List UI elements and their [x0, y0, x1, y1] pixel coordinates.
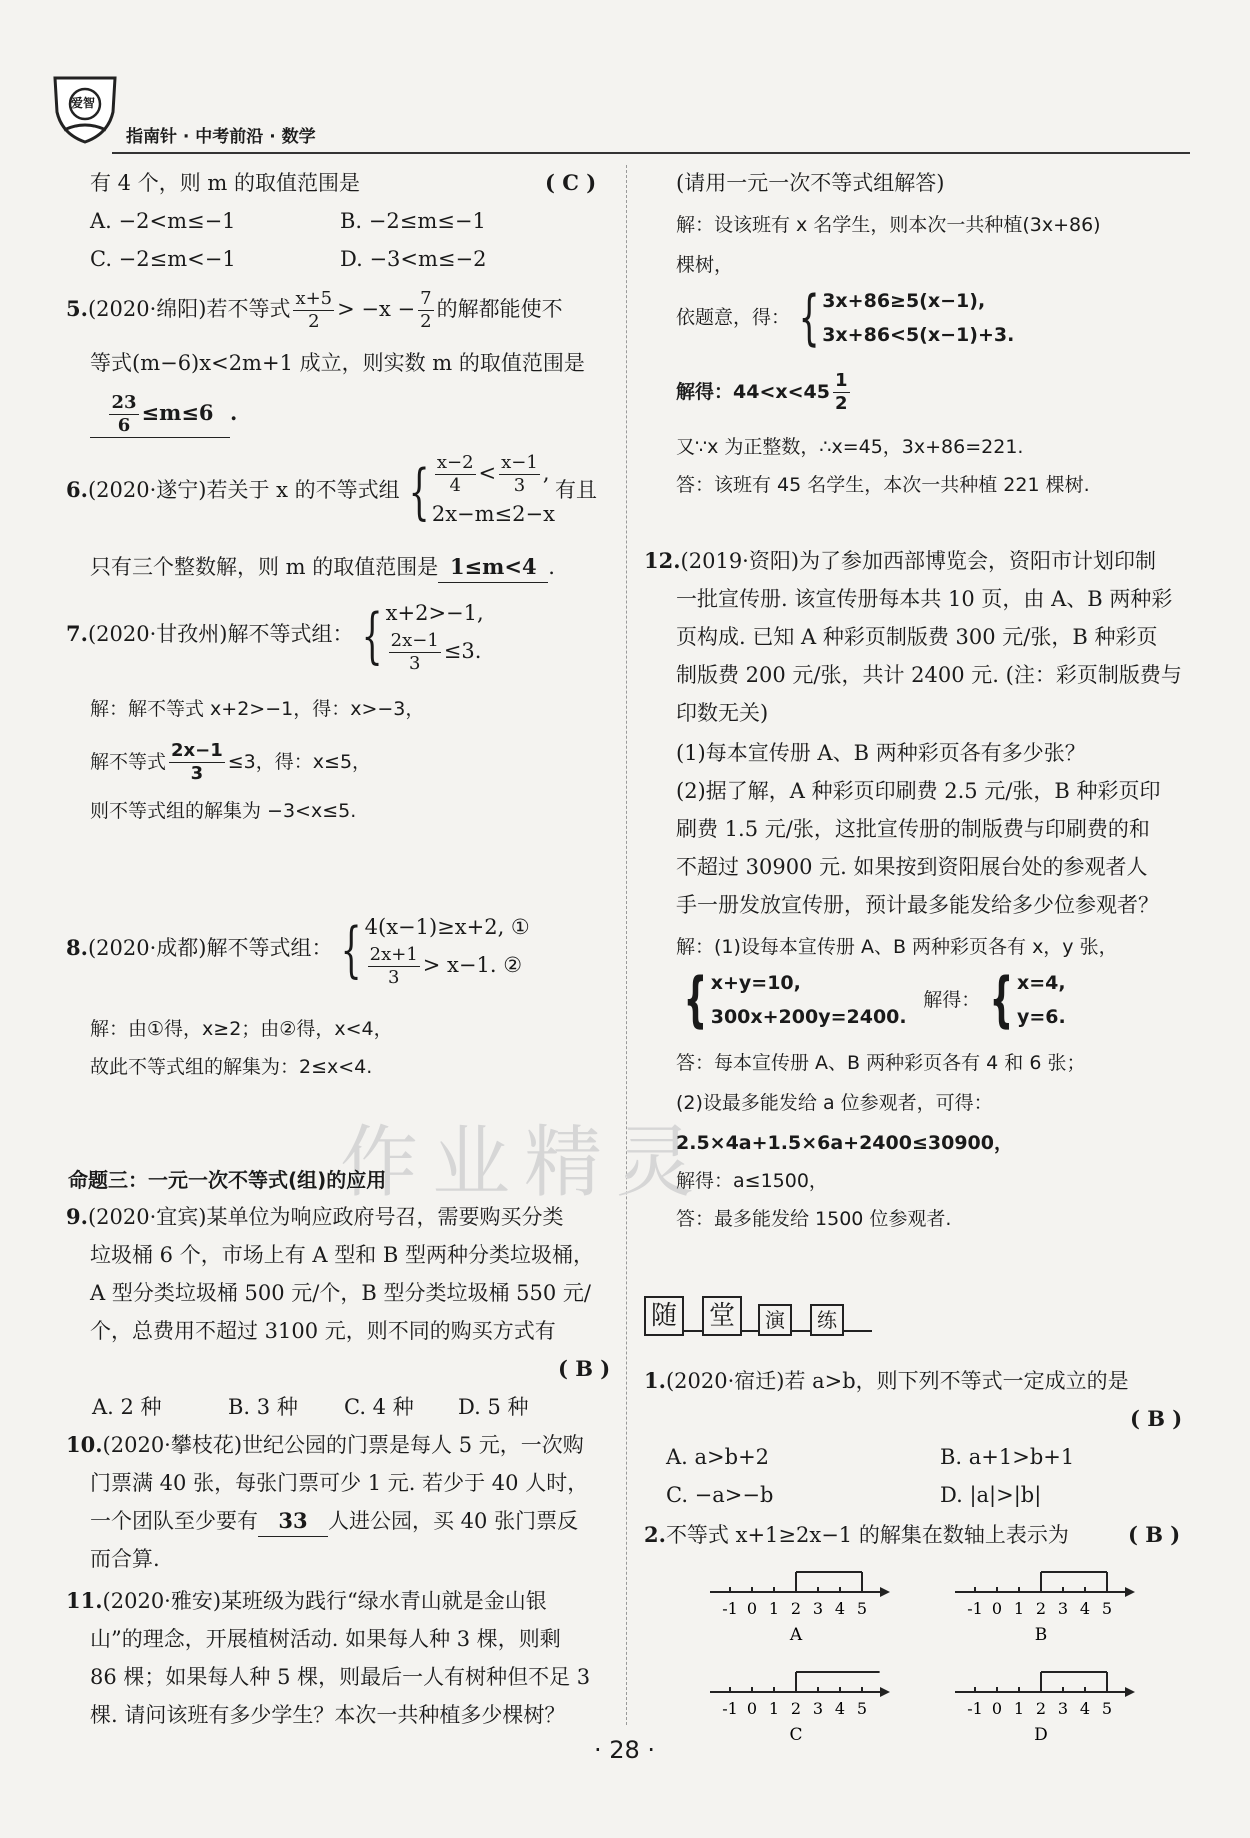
q12-part2-d: 手一册发放宣传册，预计最多能发给多少位参观者？ — [676, 893, 1159, 917]
q5-answer: $\frac{23}{6}$ ≤m≤6 . — [90, 392, 237, 438]
logo-text: 爱智 — [71, 96, 96, 110]
section-3-title: 命题三：一元一次不等式(组)的应用 — [68, 1168, 387, 1192]
tick-label: 5 — [856, 1699, 868, 1718]
q9-option-d: D. 5 种 — [458, 1395, 529, 1419]
option-label: A — [789, 1625, 803, 1645]
q11-solution-note: (请用一元一次不等式组解答) — [676, 171, 945, 195]
p2-line1: 2.不等式 x+1≥2x−1 的解集在数轴上表示为 — [644, 1522, 1069, 1547]
q11-solution-2: 棵树， — [676, 254, 734, 276]
tick-label: -1 — [722, 1599, 738, 1618]
practice-char-2: 堂 — [702, 1296, 742, 1336]
q10-answer: 33 — [258, 1506, 328, 1537]
q12-line2: 一批宣传册. 该宣传册每本共 10 页，由 A、B 两种彩 — [676, 587, 1173, 611]
q9-line2: 垃圾桶 6 个，市场上有 A 型和 B 型两种分类垃圾桶， — [90, 1243, 595, 1267]
tick-label: 2 — [790, 1699, 802, 1718]
q11-line2: 山”的理念，开展植树活动. 如果每人种 3 棵，则剩 — [90, 1627, 561, 1651]
option-label: B — [1034, 1625, 1048, 1645]
tick-label: 1 — [1013, 1599, 1025, 1618]
axis-arrow-icon — [1125, 1587, 1135, 1597]
tick-label: 4 — [834, 1599, 846, 1618]
q9-line4: 个，总费用不超过 3100 元，则不同的购买方式有 — [90, 1319, 556, 1343]
p1-option-d: D. |a|>|b| — [940, 1483, 1042, 1507]
q11-solution-3: 依题意，得： { 3x+86≥5(x−1), 3x+86<5(x−1)+3. — [676, 283, 1015, 353]
q11-line1: 11.(2020·雅安)某班级为践行“绿水青山就是金山银 — [66, 1588, 547, 1613]
q7-solution-3: 则不等式组的解集为 −3<x≤5. — [90, 800, 357, 822]
q5-number: 5. — [66, 296, 88, 321]
q9-option-c: C. 4 种 — [344, 1395, 414, 1419]
column-divider — [626, 165, 627, 1725]
q12-part1: (1)每本宣传册 A、B 两种彩页各有多少张？ — [676, 741, 1086, 765]
tick-label: 2 — [790, 1599, 802, 1618]
number-line-c — [710, 1672, 890, 1745]
q8-solution-1: 解：由①得，x≥2；由②得，x<4， — [90, 1018, 393, 1040]
q11-solution-6: 答：该班有 45 名学生，本次一共种植 221 棵树. — [676, 474, 1090, 496]
tick-label: 3 — [812, 1699, 824, 1718]
p1-option-b: B. a+1>b+1 — [940, 1445, 1075, 1469]
q4-option-b: B. −2≤m≤−1 — [340, 209, 486, 233]
number-line-b — [955, 1572, 1135, 1645]
q10-line4: 而合算. — [90, 1547, 160, 1571]
tick-label: 0 — [991, 1699, 1003, 1718]
number-lines — [700, 1558, 1140, 1758]
q12-solution-5: 解得：a≤1500， — [676, 1170, 828, 1192]
tick-label: -1 — [722, 1699, 738, 1718]
q8-line1: 8.(2020·成都)解不等式组： { 4(x−1)≥x+2, ① $\frac{2x+1}{3}$ > x−1. ② — [66, 914, 530, 988]
q5-line2: 等式(m−6)x<2m+1 成立，则实数 m 的取值范围是 — [90, 351, 585, 375]
q11-solution-4: 解得：44<x<45 $\frac{1}{2}$ — [676, 370, 848, 414]
p1-option-a: A. a>b+2 — [666, 1445, 770, 1469]
q12-line5: 印数无关) — [676, 701, 769, 725]
q10-line1: 10.(2020·攀枝花)世纪公园的门票是每人 5 元，一次购 — [66, 1432, 584, 1457]
q12-solution-system: { x+y=10, 300x+200y=2400. 解得： { x=4, y=6. — [683, 965, 1066, 1035]
q7-solution-2: 解不等式 $\frac{2x-1}{3}$ ≤3，得：x≤5， — [90, 740, 372, 784]
q11-line4: 棵. 请问该班有多少学生？本次一共种植多少棵树？ — [90, 1703, 566, 1727]
tick-label: 2 — [1035, 1599, 1047, 1618]
tick-label: 4 — [1079, 1599, 1091, 1618]
tick-label: 3 — [1057, 1599, 1069, 1618]
q12-solution-6: 答：最多能发给 1500 位参观者. — [676, 1208, 952, 1230]
p2-answer: ( B ) — [1128, 1522, 1181, 1547]
q11-line3: 86 棵；如果每人种 5 棵，则最后一人有树种但不足 3 — [90, 1665, 591, 1689]
q12-line4: 制版费 200 元/张，共计 2400 元. (注：彩页制版费与 — [676, 663, 1182, 687]
axis-arrow-icon — [1125, 1687, 1135, 1697]
q4-answer: ( C ) — [545, 170, 597, 195]
q8-solution-2: 故此不等式组的解集为：2≤x<4. — [90, 1056, 373, 1078]
q6-line2: 只有三个整数解，则 m 的取值范围是 1≤m<4 . — [90, 552, 555, 583]
number-line-a — [710, 1572, 890, 1645]
q5-source: (2020·绵阳) — [87, 297, 207, 321]
header — [50, 72, 1190, 154]
axis-arrow-icon — [880, 1587, 890, 1597]
option-label: D — [1034, 1725, 1048, 1745]
q9-option-a: A. 2 种 — [92, 1395, 162, 1419]
q10-line3: 一个团队至少要有 33 人进公园，买 40 张门票反 — [90, 1506, 578, 1537]
q9-line1: 9.(2020·宜宾)某单位为响应政府号召，需要购买分类 — [66, 1204, 564, 1229]
p1-answer: ( B ) — [1130, 1406, 1183, 1431]
book-title: 指南针 · 中考前沿 · 数学 — [126, 127, 316, 147]
number-line-d — [955, 1672, 1135, 1745]
q12-part2-b: 刷费 1.5 元/张，这批宣传册的制版费与印刷费的和 — [676, 817, 1150, 841]
page-number: · 28 · — [594, 1736, 656, 1764]
tick-label: 1 — [1013, 1699, 1025, 1718]
tick-label: 4 — [1079, 1699, 1091, 1718]
tick-label: 2 — [1035, 1699, 1047, 1718]
q11-solution-1: 解：设该班有 x 名学生，则本次一共种植(3x+86) — [676, 214, 1101, 236]
q4-stem: 有 4 个，则 m 的取值范围是 — [90, 171, 360, 195]
tick-label: 1 — [768, 1599, 780, 1618]
tick-label: 1 — [768, 1699, 780, 1718]
watermark: 作业精灵 — [340, 1118, 709, 1208]
q10-line2: 门票满 40 张，每张门票可少 1 元. 若少于 40 人时， — [90, 1471, 589, 1495]
practice-char-1: 随 — [644, 1296, 684, 1336]
tick-label: 0 — [746, 1599, 758, 1618]
tick-label: 5 — [856, 1599, 868, 1618]
q5-line1: 5.(2020·绵阳)若不等式 $\frac{x+5}{2}$ > −x − $\frac{7}{2}$ 的解都能使不 — [66, 288, 563, 332]
q12-part2-c: 不超过 30900 元. 如果按到资阳展台处的参观者人 — [676, 855, 1148, 879]
axis-arrow-icon — [880, 1687, 890, 1697]
q12-part2-a: (2)据了解，A 种彩页印刷费 2.5 元/张，B 种彩页印 — [676, 779, 1161, 803]
p1-line1: 1.(2020·宿迁)若 a>b，则下列不等式一定成立的是 — [644, 1368, 1129, 1393]
tick-label: -1 — [967, 1699, 983, 1718]
q4-option-c: C. −2≤m<−1 — [90, 247, 236, 271]
q6-answer: 1≤m<4 — [438, 552, 548, 583]
q7-solution-1: 解：解不等式 x+2>−1，得：x>−3， — [90, 698, 425, 720]
q12-solution-1: 解：(1)设每本宣传册 A、B 两种彩页各有 x，y 张， — [676, 936, 1118, 958]
header-rule — [112, 152, 1190, 154]
q12-solution-4: 2.5×4a+1.5×6a+2400≤30900， — [676, 1132, 1013, 1154]
practice-char-3: 演 — [758, 1304, 792, 1336]
q12-line3: 页构成. 已知 A 种彩页制版费 300 元/张，B 种彩页 — [676, 625, 1158, 649]
q11-solution-5: 又∵x 为正整数，∴x=45，3x+86=221. — [676, 436, 1024, 458]
tick-label: 5 — [1101, 1699, 1113, 1718]
tick-label: 4 — [834, 1699, 846, 1718]
tick-label: 3 — [812, 1599, 824, 1618]
tick-label: 5 — [1101, 1599, 1113, 1618]
practice-banner — [644, 1296, 874, 1340]
tick-label: 3 — [1057, 1699, 1069, 1718]
tick-label: 0 — [991, 1599, 1003, 1618]
q6-line1: 6.(2020·遂宁)若关于 x 的不等式组 { $\frac{x-2}{4}$ < $\frac{x-1}{3}$ , 2x−m≤2−x 有且 — [66, 452, 597, 527]
q12-solution-2: 答：每本宣传册 A、B 两种彩页各有 4 和 6 张； — [676, 1052, 1086, 1074]
practice-char-4: 练 — [810, 1304, 844, 1336]
q7-line1: 7.(2020·甘孜州)解不等式组： { x+2>−1, $\frac{2x-1}{3}$ ≤3. — [66, 600, 484, 674]
tick-label: 0 — [746, 1699, 758, 1718]
q9-option-b: B. 3 种 — [228, 1395, 298, 1419]
p1-option-c: C. −a>−b — [666, 1483, 774, 1507]
q9-answer: ( B ) — [558, 1356, 611, 1381]
q9-line3: A 型分类垃圾桶 500 元/个，B 型分类垃圾桶 550 元/ — [90, 1281, 591, 1305]
q12-line1: 12.(2019·资阳)为了参加西部博览会，资阳市计划印制 — [644, 548, 1157, 573]
q4-option-a: A. −2<m≤−1 — [90, 209, 236, 233]
q12-solution-3: (2)设最多能发给 a 位参观者，可得： — [676, 1092, 993, 1114]
tick-label: -1 — [967, 1599, 983, 1618]
q4-option-d: D. −3<m≤−2 — [340, 247, 487, 271]
option-label: C — [789, 1725, 803, 1745]
